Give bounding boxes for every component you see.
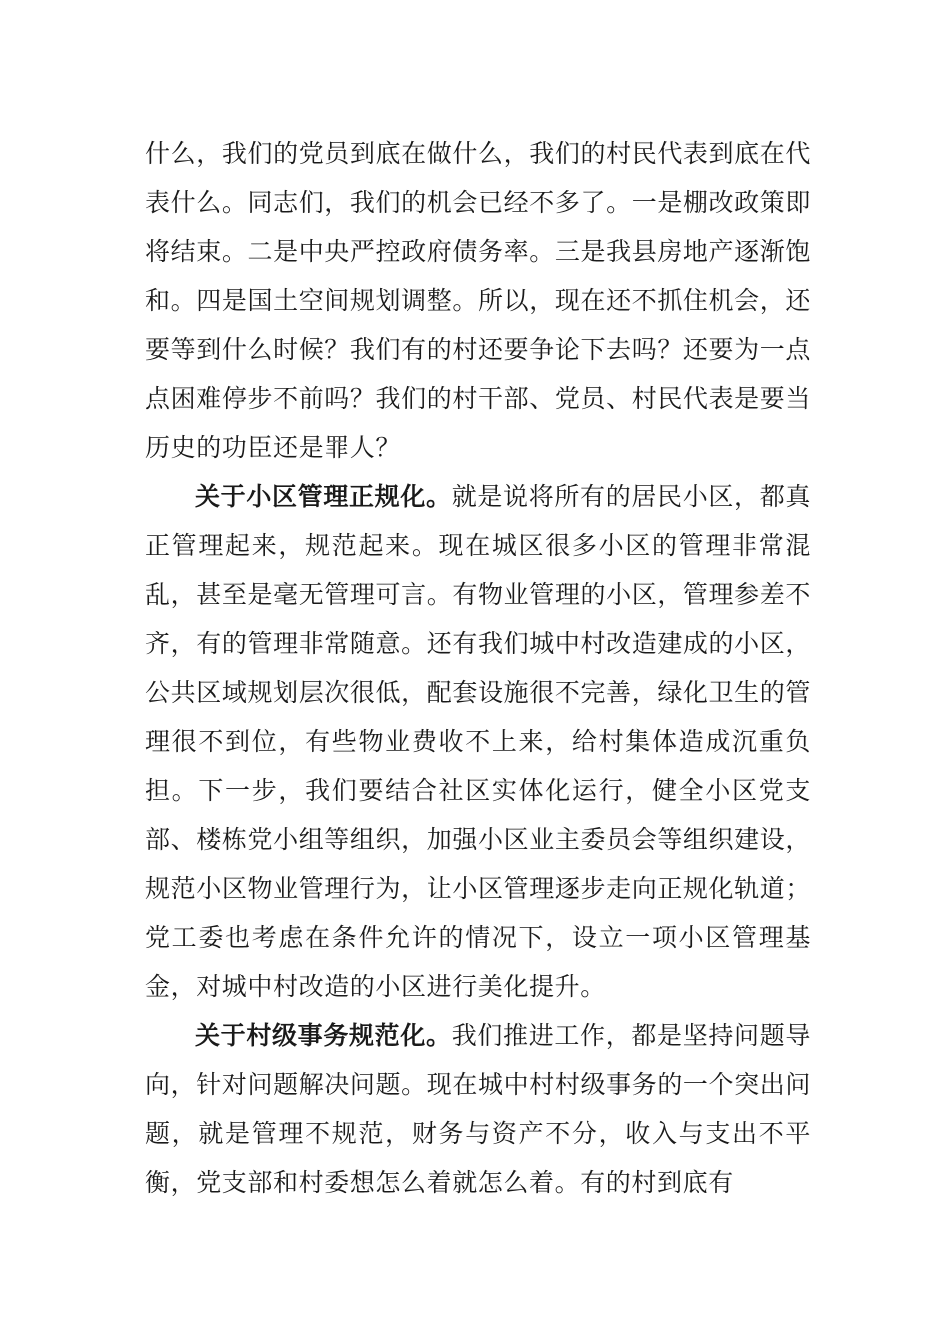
paragraph-heading: 关于村级事务规范化。 [195,1021,452,1050]
paragraph-continued [145,129,811,472]
paragraph-text: 什么，我们的党员到底在做什么，我们的村民代表到底在代表什么。同志们，我们的机会已经不多了。一是棚改政策即将结束。二是中央严控政府债务率。三是我县房地产逐渐饱和。四是国土空间规划调整。所以，现在还不抓住机会，还要等到什么时候？我们有的村还要争论下去吗？还要为一点点困难停步不前吗？我们的村干部、党员、村民代表是要当历史的功臣还是罪人？ [145,139,811,462]
paragraph-text: 我们推进工作，都是坚持问题导向，针对问题解决问题。现在城中村村级事务的一个突出问题，就是管理不规范，财务与资产不分，收入与支出不平衡，党支部和村委想怎么着就怎么着。有的村到底有 [145,1021,811,1197]
paragraph-text: 就是说将所有的居民小区，都真正管理起来，规范起来。现在城区很多小区的管理非常混乱，甚至是毫无管理可言。有物业管理的小区，管理参差不齐，有的管理非常随意。还有我们城中村改造建成的小区，公共区域规划层次很低，配套设施很不完善，绿化卫生的管理很不到位，有些物业费收不上来，给村集体造成沉重负担。下一步，我们要结合社区实体化运行，健全小区党支部、楼栋党小组等组织，加强小区业主委员会等组织建设，规范小区物业管理行为，让小区管理逐步走向正规化轨道；党工委也考虑在条件允许的情况下，设立一项小区管理基金，对城中村改造的小区进行美化提升。 [145,482,811,1001]
paragraph-community-management [145,472,811,1011]
paragraph-village-affairs [145,1011,811,1207]
document-body [145,129,811,1207]
paragraph-heading: 关于小区管理正规化。 [195,482,452,511]
